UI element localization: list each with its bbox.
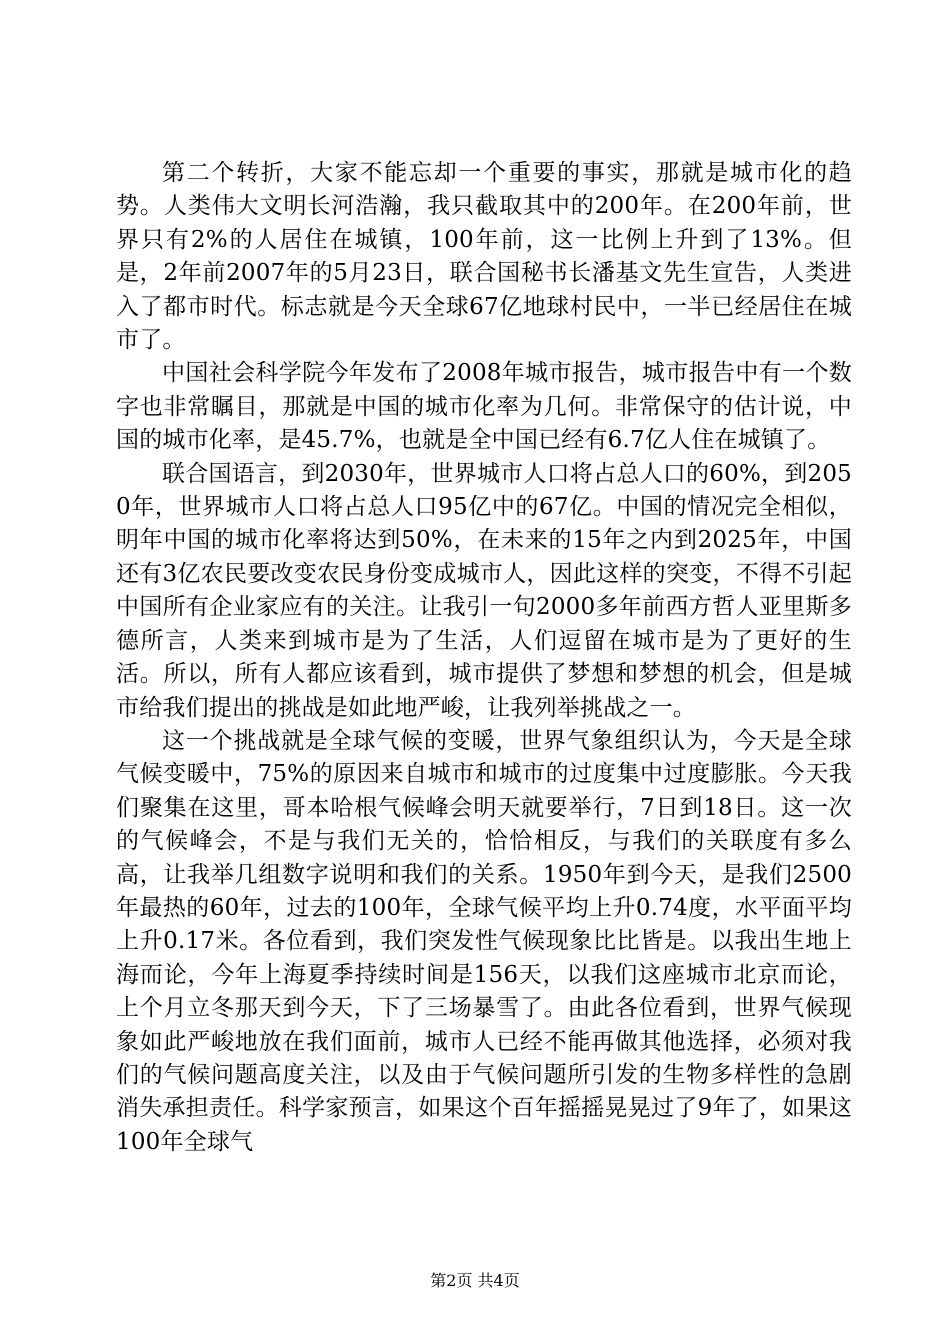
body-text [116, 157, 852, 1159]
paragraph-urbanization-trend: 第二个转折，大家不能忘却一个重要的事实，那就是城市化的趋势。人类伟大文明长河浩瀚，我只截取其中的200年。在200年前，世界只有2%的人居住在城镇，100年前，这一比例上升到了13%。但是，2年前2007年的5月23日，联合国秘书长潘基文先生宣告，人类进入了都市时代。标志就是今天全球67亿地球村民中，一半已经居住在城市了。 [116, 160, 852, 354]
page-number-footer: 第2页 共4页 [430, 1271, 520, 1290]
paragraph-china-urbanization-rate: 中国社会科学院今年发布了2008年城市报告，城市报告中有一个数字也非常瞩目，那就是中国的城市化率为几何。非常保守的估计说，中国的城市化率，是45.7%，也就是全中国已经有6.7亿人住在城镇了。 [116, 360, 852, 454]
paragraph-un-forecast: 联合国语言，到2030年，世界城市人口将占总人口的60%，到2050年，世界城市人口将占总人口95亿中的67亿。中国的情况完全相似，明年中国的城市化率将达到50%，在未来的15年之内到2025年，中国还有3亿农民要改变农民身份变成城市人，因此这样的突变，不得不引起中国所有企业家应有的关注。让我引一句2000多年前西方哲人亚里斯多德所言，人类来到城市是为了生活，人们逗留在城市是为了更好的生活。所以，所有人都应该看到，城市提供了梦想和梦想的机会，但是城市给我们提出的挑战是如此地严峻，让我列举挑战之一。 [116, 460, 852, 721]
paragraph-climate-challenge: 这一个挑战就是全球气候的变暖，世界气象组织认为，今天是全球气候变暖中，75%的原因来自城市和城市的过度集中过度膨胀。今天我们聚集在这里，哥本哈根气候峰会明天就要举行，7日到18日。这一次的气候峰会，不是与我们无关的，恰恰相反，与我们的关联度有多么高，让我举几组数字说明和我们的关系。1950年到今天，是我们2500年最热的60年，过去的100年，全球气候平均上升0.74度，水平面平均上升0.17米。各位看到，我们突发性气候现象比比皆是。以我出生地上海而论，今年上海夏季持续时间是156天，以我们这座城市北京而论，上个月立冬那天到今天，下了三场暴雪了。由此各位看到，世界气候现象如此严峻地放在我们面前，城市人已经不能再做其他选择，必须对我们的气候问题高度关注，以及由于气候问题所引发的生物多样性的急剧消失承担责任。科学家预言，如果这个百年摇摇晃晃过了9年了，如果这100年全球气 [116, 727, 852, 1155]
